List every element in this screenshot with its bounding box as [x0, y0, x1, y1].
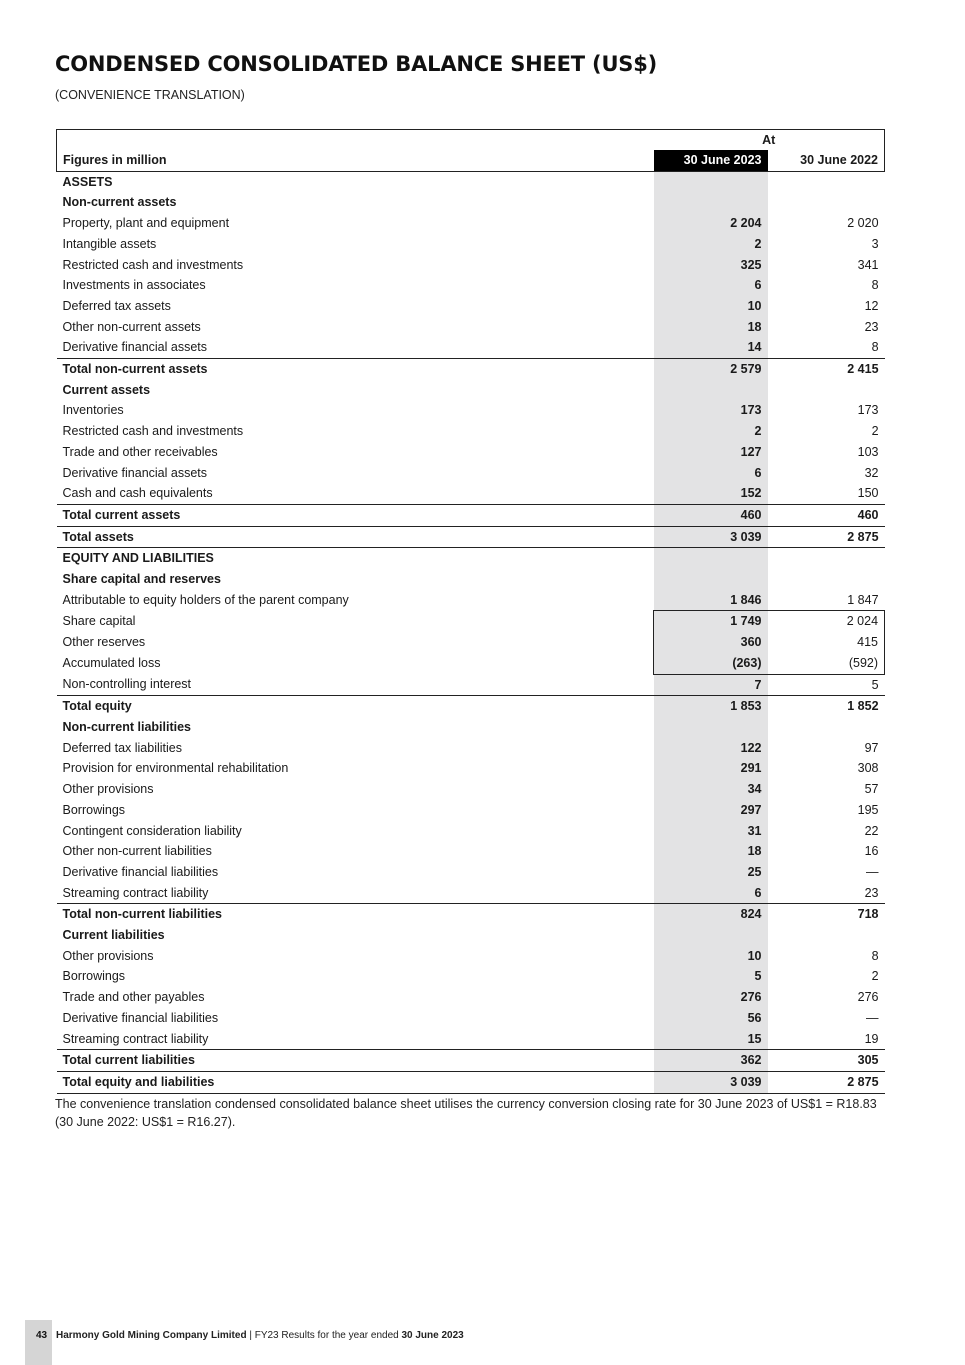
value-2022: 19 — [864, 1031, 879, 1046]
row-label: Streaming contract liability — [62, 885, 209, 900]
value-2022: — — [866, 864, 879, 879]
value-2022: 23 — [864, 319, 879, 334]
row-label: Derivative financial liabilities — [62, 1010, 219, 1025]
value-2022 — [768, 548, 885, 569]
value-2022 — [768, 192, 885, 213]
table-row — [57, 946, 885, 967]
value-2023 — [654, 380, 768, 401]
header-empty-cell — [57, 130, 654, 151]
table-row — [57, 1071, 885, 1093]
row-label: Other provisions — [62, 948, 154, 963]
value-2023: 276 — [654, 987, 768, 1008]
row-label: Total current liabilities — [57, 1050, 654, 1072]
table-row — [57, 296, 885, 317]
table-row — [57, 400, 885, 421]
row-label: ASSETS — [62, 174, 113, 189]
row-label: Streaming contract liability — [62, 1031, 209, 1046]
value-2023: 824 — [654, 904, 768, 925]
row-label: Property, plant and equipment — [62, 216, 230, 231]
row-label: Total equity — [57, 696, 654, 717]
row-label: Contingent consideration liability — [62, 823, 242, 838]
table-row — [57, 674, 885, 696]
table-row — [57, 463, 885, 484]
table-row — [57, 1029, 885, 1050]
value-2023: 1 853 — [654, 696, 768, 717]
table-row — [57, 611, 885, 632]
value-2023: 6 — [654, 463, 768, 484]
row-label: Non-current assets — [62, 195, 177, 210]
row-label: Trade and other payables — [62, 990, 205, 1005]
value-2023 — [654, 717, 768, 738]
value-2022: 23 — [864, 885, 879, 900]
value-2023: 3 039 — [654, 1071, 768, 1093]
balance-sheet-body — [57, 171, 885, 1093]
value-2023: 152 — [654, 483, 768, 504]
table-row — [57, 526, 885, 548]
value-2023: 31 — [654, 821, 768, 842]
value-2022 — [768, 925, 885, 946]
table-row — [57, 841, 885, 862]
value-2023: 291 — [654, 758, 768, 779]
value-2022: 3 — [871, 236, 879, 251]
footer-company: Harmony Gold Mining Company Limited — [56, 1330, 247, 1341]
value-2022: 2 020 — [847, 216, 879, 231]
value-2022: 415 — [768, 632, 885, 653]
value-2023 — [654, 548, 768, 569]
table-row — [57, 192, 885, 213]
value-2022 — [768, 717, 885, 738]
table-row — [57, 337, 885, 358]
value-2023: 1 846 — [654, 590, 768, 611]
value-2023: 25 — [654, 862, 768, 883]
table-row — [57, 632, 885, 653]
footer-page-tab — [25, 1320, 52, 1365]
row-label: Total current assets — [57, 504, 654, 526]
table-row — [57, 987, 885, 1008]
table-row — [57, 1008, 885, 1029]
table-row — [57, 966, 885, 987]
footer-period: 30 June 2023 — [401, 1330, 464, 1341]
balance-sheet-table — [56, 129, 885, 1094]
table-row — [57, 653, 885, 674]
row-label: Trade and other receivables — [62, 444, 218, 459]
value-2022: 305 — [768, 1050, 885, 1072]
table-row — [57, 779, 885, 800]
value-2022: 195 — [857, 802, 879, 817]
page-number: 43 — [36, 1330, 48, 1341]
row-label: Other non-current assets — [62, 319, 201, 334]
value-2023: 56 — [654, 1008, 768, 1029]
row-label: Deferred tax liabilities — [62, 740, 182, 755]
table-row — [57, 213, 885, 234]
value-2023: 15 — [654, 1029, 768, 1050]
value-2023: 18 — [654, 841, 768, 862]
table-row — [57, 569, 885, 590]
row-label: Other reserves — [62, 635, 146, 650]
value-2022: 341 — [857, 257, 879, 272]
row-label: Derivative financial liabilities — [62, 864, 219, 879]
value-2022: 103 — [857, 444, 879, 459]
row-label: Total non-current liabilities — [57, 904, 654, 925]
value-2022 — [768, 171, 885, 192]
row-label: Cash and cash equivalents — [62, 486, 213, 501]
value-2022: 2 — [871, 424, 879, 439]
value-2022: 718 — [768, 904, 885, 925]
table-row — [57, 548, 885, 569]
value-2022 — [768, 380, 885, 401]
row-label: Provision for environmental rehabilitation — [62, 761, 289, 776]
value-2022: 2 875 — [768, 526, 885, 548]
row-label: Total assets — [57, 526, 654, 548]
table-row — [57, 359, 885, 380]
value-2022: 276 — [857, 990, 879, 1005]
table-row — [57, 1050, 885, 1072]
value-2023: 360 — [654, 632, 768, 653]
value-2022: 16 — [864, 844, 879, 859]
value-2022: 8 — [871, 340, 879, 355]
row-label: Share capital and reserves — [62, 572, 221, 587]
value-2023: 7 — [654, 674, 768, 696]
column-header-2023: 30 June 2023 — [654, 150, 768, 171]
value-2023: 6 — [654, 883, 768, 904]
value-2023: 10 — [654, 946, 768, 967]
value-2023: 18 — [654, 317, 768, 338]
value-2023: 1 749 — [654, 611, 768, 632]
table-row — [57, 738, 885, 759]
row-label: Intangible assets — [62, 236, 157, 251]
row-label: Derivative financial assets — [62, 340, 208, 355]
value-2022: 8 — [871, 278, 879, 293]
table-row — [57, 862, 885, 883]
value-2022: 1 847 — [847, 592, 879, 607]
row-label: Other provisions — [62, 782, 154, 797]
value-2022: 1 852 — [768, 696, 885, 717]
value-2023 — [654, 925, 768, 946]
table-row — [57, 442, 885, 463]
row-label: Inventories — [62, 403, 124, 418]
table-row — [57, 380, 885, 401]
table-row — [57, 800, 885, 821]
row-label: Total non-current assets — [57, 359, 654, 380]
column-header-2022: 30 June 2022 — [768, 150, 885, 171]
row-label: Total equity and liabilities — [57, 1071, 654, 1093]
table-row — [57, 717, 885, 738]
value-2022 — [768, 569, 885, 590]
value-2023: 5 — [654, 966, 768, 987]
value-2022: 173 — [857, 403, 879, 418]
row-label: Current liabilities — [62, 928, 165, 943]
value-2022: 22 — [864, 823, 879, 838]
value-2023 — [654, 569, 768, 590]
row-label: Derivative financial assets — [62, 465, 208, 480]
table-row — [57, 421, 885, 442]
table-row — [57, 234, 885, 255]
row-label: EQUITY AND LIABILITIES — [62, 551, 214, 566]
row-label: Current assets — [62, 382, 151, 397]
row-label: Borrowings — [62, 969, 126, 984]
value-2022: 2 — [871, 969, 879, 984]
page-subtitle: (CONVENIENCE TRANSLATION) — [55, 88, 245, 102]
row-label: Investments in associates — [62, 278, 206, 293]
value-2023: 362 — [654, 1050, 768, 1072]
table-row — [57, 904, 885, 925]
table-row — [57, 758, 885, 779]
value-2022: 5 — [871, 677, 879, 692]
header-at-label: At — [654, 130, 885, 151]
row-label: Share capital — [62, 614, 136, 629]
row-label: Accumulated loss — [62, 656, 161, 671]
header-row-columns — [57, 150, 885, 171]
value-2023: 2 — [654, 421, 768, 442]
value-2023: 2 — [654, 234, 768, 255]
footer-results-text: FY23 Results for the year ended — [254, 1330, 402, 1341]
value-2023: 460 — [654, 504, 768, 526]
value-2022: 32 — [864, 465, 879, 480]
row-label: Restricted cash and investments — [62, 257, 244, 272]
value-2023: 127 — [654, 442, 768, 463]
value-2022: 57 — [864, 782, 879, 797]
row-label: Attributable to equity holders of the parent company — [62, 593, 349, 608]
value-2023: 3 039 — [654, 526, 768, 548]
value-2022: 308 — [857, 761, 879, 776]
table-row — [57, 483, 885, 504]
value-2023: 34 — [654, 779, 768, 800]
value-2023 — [654, 192, 768, 213]
value-2023: 173 — [654, 400, 768, 421]
value-2023: 122 — [654, 738, 768, 759]
figures-in-million-label: Figures in million — [57, 150, 654, 171]
value-2022: 8 — [871, 948, 879, 963]
footer-text — [56, 1330, 464, 1341]
table-row — [57, 275, 885, 296]
page-title: CONDENSED CONSOLIDATED BALANCE SHEET (US$) — [55, 52, 658, 76]
value-2022: 2 875 — [768, 1071, 885, 1093]
value-2023: 297 — [654, 800, 768, 821]
value-2022: 460 — [768, 504, 885, 526]
value-2023: 2 204 — [654, 213, 768, 234]
row-label: Other non-current liabilities — [62, 844, 212, 859]
balance-sheet-table-container — [56, 129, 884, 1094]
table-row — [57, 317, 885, 338]
value-2023: 6 — [654, 275, 768, 296]
value-2023 — [654, 171, 768, 192]
table-row — [57, 255, 885, 276]
value-2022: 2 415 — [768, 359, 885, 380]
row-label: Non-current liabilities — [62, 719, 191, 734]
row-label: Borrowings — [62, 802, 126, 817]
table-row — [57, 696, 885, 717]
conversion-note: The convenience translation condensed consolidated balance sheet utilises the currency conversion closing rate for 30 June 2023 of US$1 = R18.83 (30 June 2022: US$1 = R16.27). — [55, 1097, 877, 1129]
value-2022: 97 — [864, 740, 879, 755]
value-2023: 2 579 — [654, 359, 768, 380]
value-2023: (263) — [654, 653, 768, 674]
value-2022: 150 — [857, 486, 879, 501]
table-row — [57, 590, 885, 611]
footer-separator: | — [246, 1330, 255, 1341]
header-row-at — [57, 130, 885, 151]
row-label: Non-controlling interest — [62, 677, 192, 692]
table-row — [57, 504, 885, 526]
table-row — [57, 821, 885, 842]
value-2022: 2 024 — [768, 611, 885, 632]
value-2022: (592) — [768, 653, 885, 674]
table-row — [57, 883, 885, 904]
value-2023: 10 — [654, 296, 768, 317]
table-row — [57, 171, 885, 192]
row-label: Deferred tax assets — [62, 298, 171, 313]
table-row — [57, 925, 885, 946]
value-2022: 12 — [864, 298, 879, 313]
value-2022: — — [866, 1010, 879, 1025]
value-2023: 325 — [654, 255, 768, 276]
value-2023: 14 — [654, 337, 768, 358]
row-label: Restricted cash and investments — [62, 424, 244, 439]
